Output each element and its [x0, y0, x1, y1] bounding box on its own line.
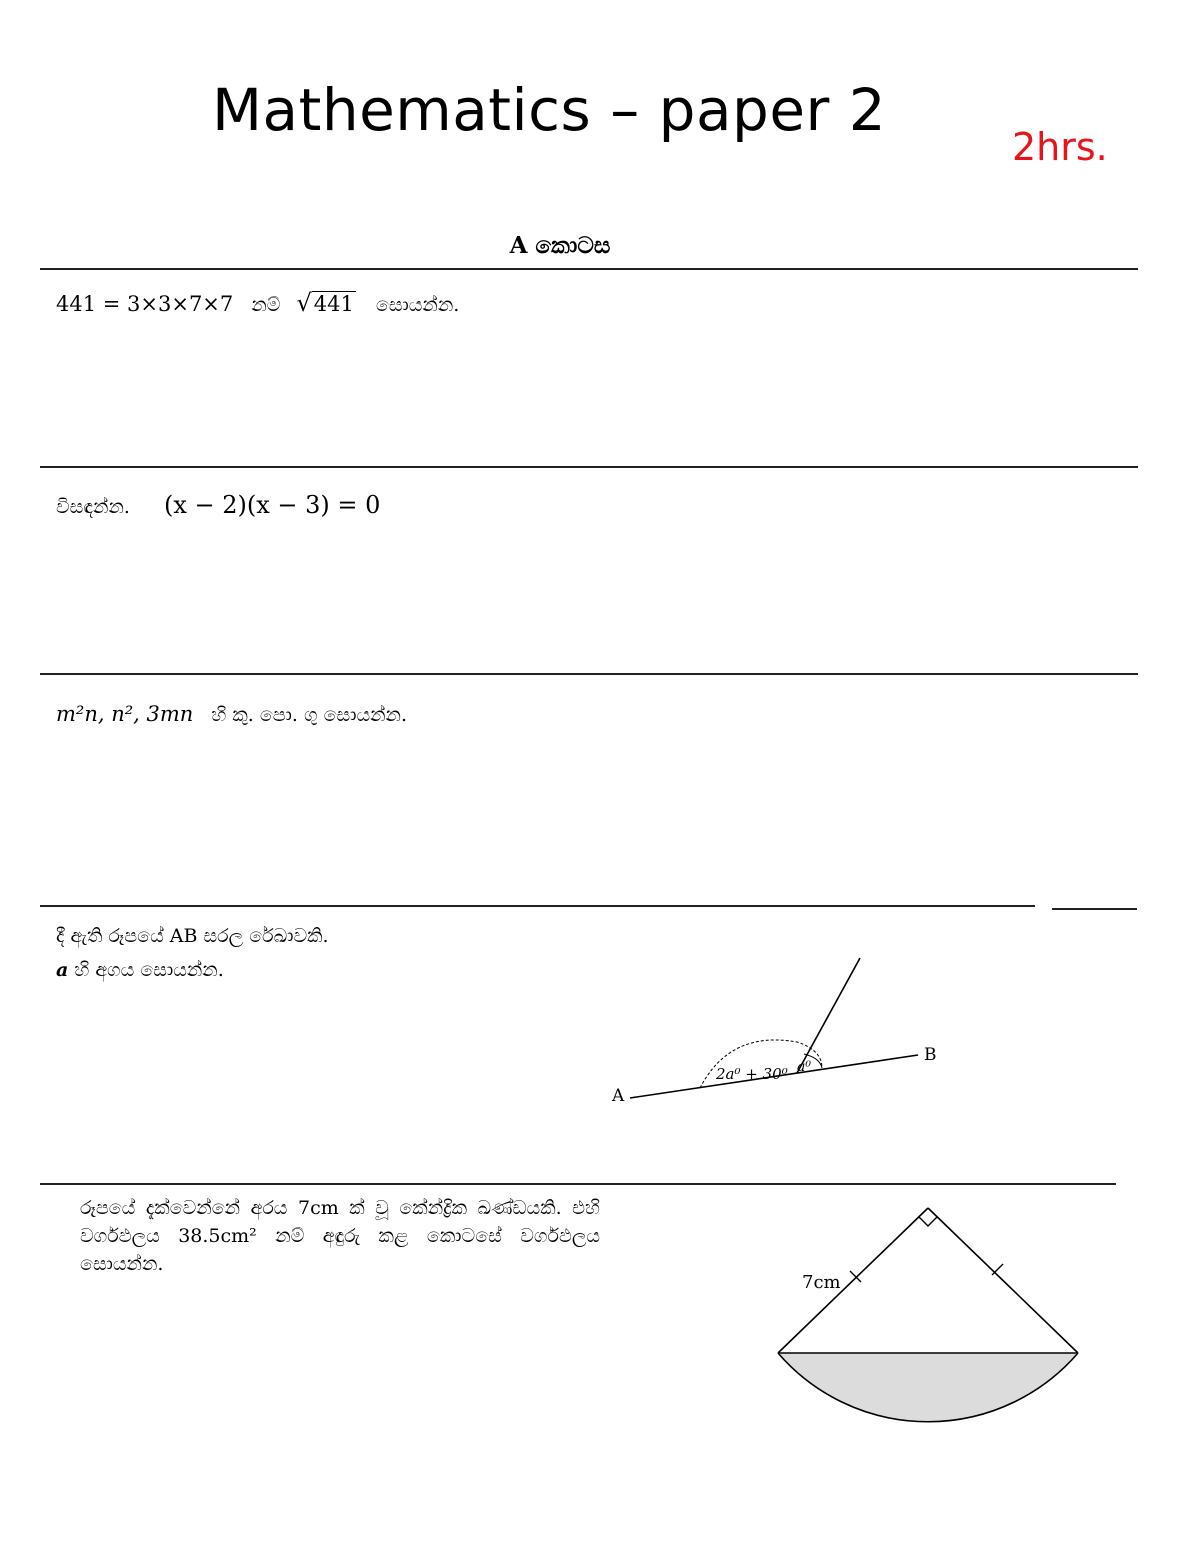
question-5-text: රූපයේ දැක්වෙන්නේ අරය 7cm ක් වූ කේන්ද්‍රික ඛණ්ඩයකි. එහි වර්ගඵලය 38.5cm² නම් අඳුරු කළ කොටසේ වර්ගඵලය සොයන්න.: [80, 1197, 600, 1275]
divider: [1052, 908, 1137, 910]
divider: [40, 268, 1138, 270]
question-1-root: [296, 290, 355, 318]
question-3-instruction: හි කු. පො. ගු සොයන්න.: [211, 704, 408, 726]
ray: [797, 958, 860, 1073]
question-1-instruction: සොයන්න.: [375, 294, 460, 316]
question-1-connector: නම්: [251, 294, 281, 316]
variable-a: a: [56, 959, 69, 981]
radius-label: 7cm: [802, 1272, 841, 1293]
duration-label: 2hrs.: [1012, 125, 1108, 169]
divider: [40, 673, 1138, 675]
straight-line-angle-figure: [600, 950, 960, 1115]
sector-radius-right: [928, 1208, 1078, 1353]
sector-figure: [760, 1195, 1100, 1425]
paper-title: Mathematics – paper 2: [212, 76, 887, 144]
divider: [40, 466, 1138, 468]
point-b-label: B: [924, 1045, 937, 1065]
tick-mark-icon: [850, 1271, 861, 1282]
point-a-label: A: [612, 1086, 625, 1106]
question-4-line-1: දී ඇති රූපයේ AB සරල රේඛාවකි.: [56, 925, 329, 947]
question-2: [56, 492, 380, 520]
question-4-line-2: [56, 957, 224, 983]
right-angle-mark-icon: [919, 1217, 937, 1226]
radicand: 441: [313, 292, 354, 316]
angle-left-label: 2a⁰ + 30⁰: [716, 1065, 788, 1083]
question-3: [56, 701, 407, 728]
question-1-math: 441 = 3×3×7×7: [56, 292, 234, 316]
angle-right-label: a⁰: [797, 1059, 811, 1075]
question-3-math: m²n, n², 3mn: [56, 702, 194, 726]
divider: [40, 1183, 1116, 1185]
question-2-math: (x − 2)(x − 3) = 0: [163, 491, 381, 519]
question-1: [56, 290, 459, 318]
sector-radius-left: [778, 1208, 928, 1353]
tick-mark-icon: [992, 1264, 1003, 1275]
question-4-instruction: හි අගය සොයන්න.: [74, 959, 224, 981]
question-2-instruction: විසඳන්න.: [56, 496, 130, 518]
shaded-segment: [778, 1353, 1078, 1422]
divider: [40, 905, 1035, 907]
section-heading: A කොටස: [509, 232, 611, 259]
radical-sign-icon: √: [296, 289, 312, 317]
